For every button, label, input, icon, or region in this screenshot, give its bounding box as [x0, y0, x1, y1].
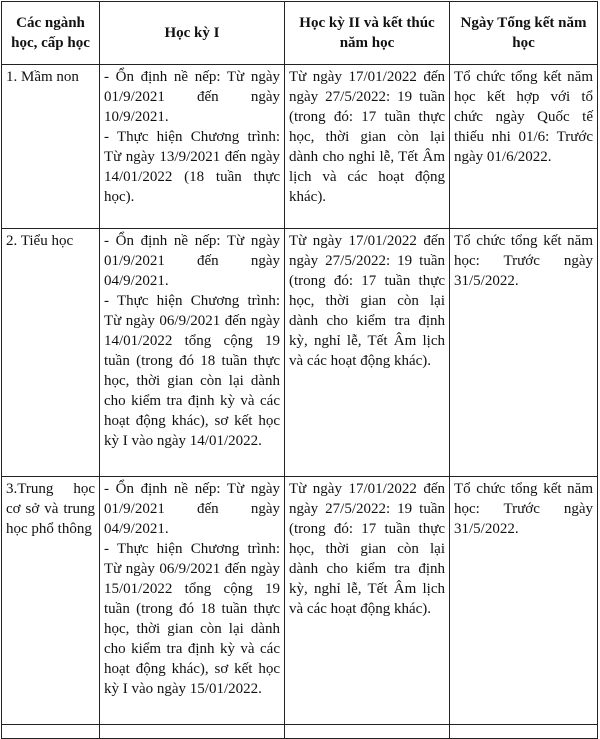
table-row [2, 65, 598, 229]
table-header-row [2, 2, 598, 65]
header-semester-1: Học kỳ I [100, 2, 285, 65]
cell-semester-1 [100, 477, 285, 725]
cell-level: 1. Mầm non [2, 65, 100, 229]
cell-semester-2: Từ ngày 17/01/2022 đến ngày 27/5/2022: 19 tuần (trong đó: 17 tuần thực học, thời gian còn lại dành cho kiểm tra định kỳ, nghỉ lễ, Tết Âm lịch và các hoạt động khác). [285, 229, 450, 477]
hk1-item: - Thực hiện Chương trình: Từ ngày 06/9/2021 đến ngày 15/01/2022 tổng cộng 19 tuần (trong đó 18 tuần thực học, thời gian còn lại dành cho kiểm tra định kỳ và các hoạt động khác), sơ kết học kỳ I vào ngày 15/01/2022. [104, 541, 280, 697]
cell-empty [285, 725, 450, 739]
hk1-item: - Ổn định nề nếp: Từ ngày 01/9/2021 đến ngày 04/9/2021. [104, 481, 280, 537]
cell-summary: Tổ chức tổng kết năm học: Trước ngày 31/5/2022. [450, 229, 598, 477]
header-level: Các ngành học, cấp học [2, 2, 100, 65]
cell-semester-2: Từ ngày 17/01/2022 đến ngày 27/5/2022: 19 tuần (trong đó: 17 tuần thực học, thời gian còn lại dành cho nghỉ lễ, Tết Âm lịch và các hoạt động khác). [285, 65, 450, 229]
cell-empty [100, 725, 285, 739]
hk1-item: - Thực hiện Chương trình: Từ ngày 06/9/2021 đến ngày 14/01/2022 tổng cộng 19 tuần (trong đó 18 tuần thực học, thời gian còn lại dành cho kiểm tra định kỳ và các hoạt động khác), sơ kết học kỳ I vào ngày 14/01/2022. [104, 293, 280, 449]
table-row [2, 229, 598, 477]
cell-summary: Tổ chức tổng kết năm học kết hợp với tổ chức ngày Quốc tế thiếu nhi 01/6: Trước ngày 01/6/2022. [450, 65, 598, 229]
cell-semester-1 [100, 229, 285, 477]
hk1-item: - Ổn định nề nếp: Từ ngày 01/9/2021 đến ngày 10/9/2021. [104, 69, 280, 125]
school-calendar-table [1, 1, 598, 739]
cell-level: 2. Tiểu học [2, 229, 100, 477]
cell-semester-2: Từ ngày 17/01/2022 đến ngày 27/5/2022: 19 tuần (trong đó: 17 tuần thực học, thời gian còn lại dành cho kiểm tra định kỳ, nghỉ lễ, Tết Âm lịch và các hoạt động khác). [285, 477, 450, 725]
hk1-item: - Ổn định nề nếp: Từ ngày 01/9/2021 đến ngày 04/9/2021. [104, 233, 280, 289]
hk1-item: - Thực hiện Chương trình: Từ ngày 13/9/2021 đến ngày 14/01/2022 (18 tuần thực học). [104, 129, 280, 205]
header-summary-date: Ngày Tổng kết năm học [450, 2, 598, 65]
cell-summary: Tổ chức tổng kết năm học: Trước ngày 31/5/2022. [450, 477, 598, 725]
cell-semester-1 [100, 65, 285, 229]
cell-empty [450, 725, 598, 739]
header-semester-2: Học kỳ II và kết thúc năm học [285, 2, 450, 65]
cell-empty [2, 725, 100, 739]
table-row-cutoff [2, 725, 598, 739]
cell-level: 3.Trung học cơ sở và trung học phổ thông [2, 477, 100, 725]
table-row [2, 477, 598, 725]
